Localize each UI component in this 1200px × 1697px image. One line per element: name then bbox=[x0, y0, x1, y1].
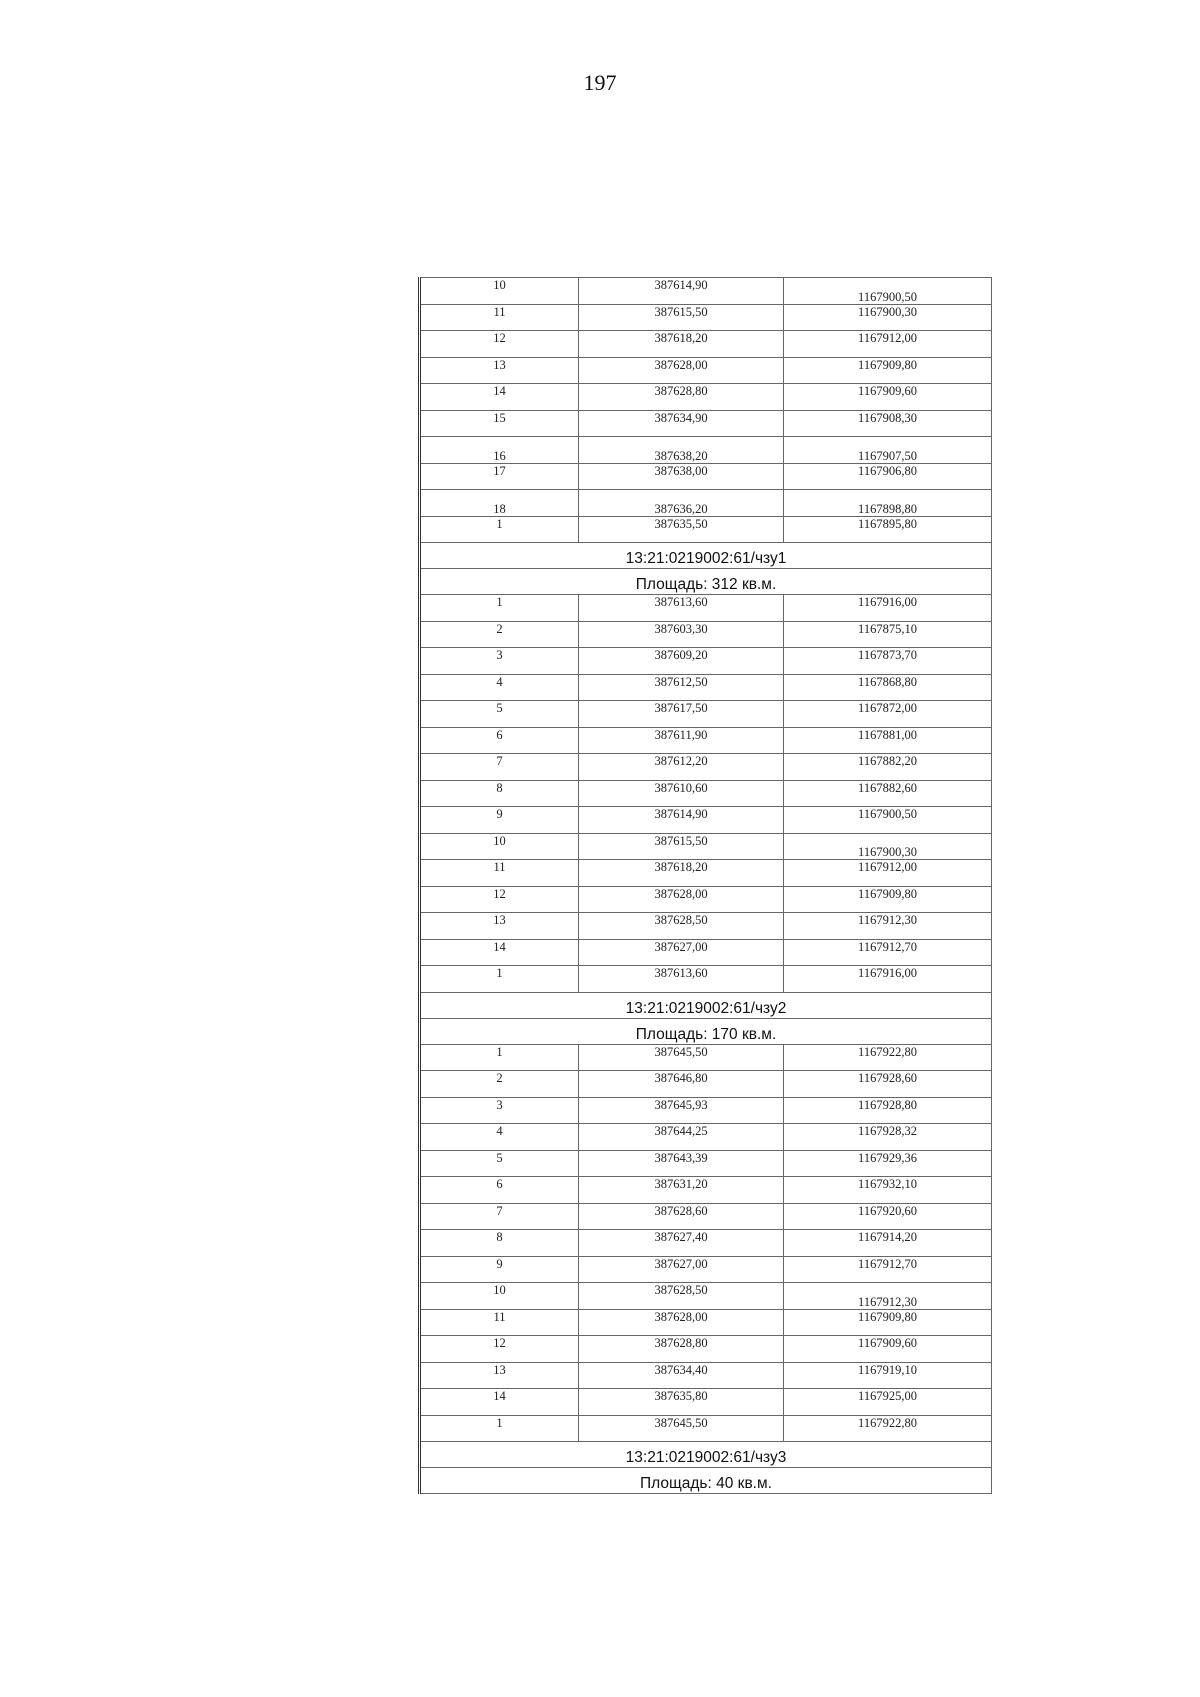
point-number: 16 bbox=[420, 437, 579, 464]
coord-y: 1167928,80 bbox=[784, 1097, 992, 1124]
coord-y: 1167920,60 bbox=[784, 1203, 992, 1230]
point-number: 6 bbox=[420, 727, 579, 754]
point-number: 1 bbox=[420, 1415, 579, 1442]
point-number: 8 bbox=[420, 1230, 579, 1257]
coord-y: 1167919,10 bbox=[784, 1362, 992, 1389]
table-row bbox=[420, 754, 992, 781]
coord-x: 387618,20 bbox=[579, 860, 784, 887]
coord-x: 387603,30 bbox=[579, 621, 784, 648]
table-row bbox=[420, 463, 992, 490]
coord-x: 387638,20 bbox=[579, 437, 784, 464]
coord-y: 1167922,80 bbox=[784, 1415, 992, 1442]
table-row bbox=[420, 860, 992, 887]
coord-x: 387628,50 bbox=[579, 913, 784, 940]
table-row bbox=[420, 516, 992, 543]
table-row bbox=[420, 1097, 992, 1124]
point-number: 6 bbox=[420, 1177, 579, 1204]
table-row bbox=[420, 1362, 992, 1389]
table-row bbox=[420, 886, 992, 913]
point-number: 9 bbox=[420, 807, 579, 834]
coord-x: 387627,00 bbox=[579, 939, 784, 966]
table-row bbox=[420, 807, 992, 834]
table-row bbox=[420, 1415, 992, 1442]
table-row bbox=[420, 648, 992, 675]
coord-y: 1167875,10 bbox=[784, 621, 992, 648]
table-row bbox=[420, 1150, 992, 1177]
coord-x: 387614,90 bbox=[579, 807, 784, 834]
coord-y: 1167895,80 bbox=[784, 516, 992, 543]
coord-x: 387628,50 bbox=[579, 1283, 784, 1310]
table-row bbox=[420, 304, 992, 331]
table-row bbox=[420, 1389, 992, 1416]
coord-y: 1167907,50 bbox=[784, 437, 992, 464]
table-row bbox=[420, 357, 992, 384]
coord-x: 387613,60 bbox=[579, 966, 784, 993]
point-number: 12 bbox=[420, 331, 579, 358]
coord-x: 387628,00 bbox=[579, 886, 784, 913]
coord-y: 1167916,00 bbox=[784, 595, 992, 622]
coord-x: 387635,50 bbox=[579, 516, 784, 543]
table-row bbox=[420, 1044, 992, 1071]
coord-y: 1167916,00 bbox=[784, 966, 992, 993]
cadastral-number-row bbox=[420, 543, 992, 569]
coord-x: 387628,60 bbox=[579, 1203, 784, 1230]
point-number: 1 bbox=[420, 516, 579, 543]
point-number: 14 bbox=[420, 384, 579, 411]
coord-x: 387635,80 bbox=[579, 1389, 784, 1416]
cadastral-number: 13:21:0219002:61/чзу3 bbox=[420, 1442, 992, 1468]
table-row bbox=[420, 410, 992, 437]
point-number: 12 bbox=[420, 1336, 579, 1363]
point-number: 1 bbox=[420, 595, 579, 622]
point-number: 5 bbox=[420, 701, 579, 728]
point-number: 7 bbox=[420, 754, 579, 781]
table-row bbox=[420, 701, 992, 728]
cadastral-number: 13:21:0219002:61/чзу2 bbox=[420, 992, 992, 1018]
coord-x: 387631,20 bbox=[579, 1177, 784, 1204]
coord-y: 1167909,60 bbox=[784, 384, 992, 411]
table-row bbox=[420, 1283, 992, 1310]
point-number: 18 bbox=[420, 490, 579, 517]
coord-y: 1167909,60 bbox=[784, 1336, 992, 1363]
coord-y: 1167928,60 bbox=[784, 1071, 992, 1098]
point-number: 3 bbox=[420, 1097, 579, 1124]
coord-y: 1167868,80 bbox=[784, 674, 992, 701]
table-row bbox=[420, 1177, 992, 1204]
table-row bbox=[420, 1203, 992, 1230]
plot-area: Площадь: 312 кв.м. bbox=[420, 569, 992, 595]
point-number: 8 bbox=[420, 780, 579, 807]
table-row bbox=[420, 278, 992, 305]
coord-y: 1167912,00 bbox=[784, 331, 992, 358]
coord-x: 387645,50 bbox=[579, 1415, 784, 1442]
point-number: 9 bbox=[420, 1256, 579, 1283]
table-row bbox=[420, 966, 992, 993]
table-row bbox=[420, 913, 992, 940]
coord-y: 1167900,50 bbox=[784, 807, 992, 834]
coord-x: 387617,50 bbox=[579, 701, 784, 728]
point-number: 15 bbox=[420, 410, 579, 437]
cadastral-number-row bbox=[420, 1442, 992, 1468]
coord-x: 387615,50 bbox=[579, 833, 784, 860]
coord-y: 1167898,80 bbox=[784, 490, 992, 517]
plot-area: Площадь: 40 кв.м. bbox=[420, 1468, 992, 1494]
point-number: 14 bbox=[420, 1389, 579, 1416]
coord-y: 1167912,70 bbox=[784, 939, 992, 966]
table-row bbox=[420, 780, 992, 807]
point-number: 2 bbox=[420, 621, 579, 648]
point-number: 5 bbox=[420, 1150, 579, 1177]
coord-x: 387612,50 bbox=[579, 674, 784, 701]
coord-x: 387638,00 bbox=[579, 463, 784, 490]
cadastral-number-row bbox=[420, 992, 992, 1018]
coord-y: 1167929,36 bbox=[784, 1150, 992, 1177]
plot-area: Площадь: 170 кв.м. bbox=[420, 1018, 992, 1044]
coord-y: 1167909,80 bbox=[784, 886, 992, 913]
coord-x: 387634,40 bbox=[579, 1362, 784, 1389]
coord-x: 387646,80 bbox=[579, 1071, 784, 1098]
point-number: 17 bbox=[420, 463, 579, 490]
coord-y: 1167914,20 bbox=[784, 1230, 992, 1257]
coord-x: 387628,80 bbox=[579, 384, 784, 411]
point-number: 10 bbox=[420, 833, 579, 860]
point-number: 1 bbox=[420, 1044, 579, 1071]
coord-y: 1167909,80 bbox=[784, 357, 992, 384]
coord-y: 1167882,20 bbox=[784, 754, 992, 781]
coord-x: 387611,90 bbox=[579, 727, 784, 754]
point-number: 3 bbox=[420, 648, 579, 675]
table-row bbox=[420, 1071, 992, 1098]
coord-x: 387627,00 bbox=[579, 1256, 784, 1283]
point-number: 12 bbox=[420, 886, 579, 913]
coord-y: 1167909,80 bbox=[784, 1309, 992, 1336]
coord-x: 387634,90 bbox=[579, 410, 784, 437]
area-row bbox=[420, 1468, 992, 1494]
coord-y: 1167873,70 bbox=[784, 648, 992, 675]
coord-x: 387644,25 bbox=[579, 1124, 784, 1151]
point-number: 10 bbox=[420, 1283, 579, 1310]
coord-y: 1167906,80 bbox=[784, 463, 992, 490]
point-number: 11 bbox=[420, 304, 579, 331]
point-number: 1 bbox=[420, 966, 579, 993]
table-row bbox=[420, 674, 992, 701]
area-row bbox=[420, 569, 992, 595]
table-row bbox=[420, 437, 992, 464]
coord-y: 1167908,30 bbox=[784, 410, 992, 437]
point-number: 10 bbox=[420, 278, 579, 305]
coord-y: 1167922,80 bbox=[784, 1044, 992, 1071]
point-number: 13 bbox=[420, 913, 579, 940]
coord-y: 1167912,00 bbox=[784, 860, 992, 887]
coord-x: 387643,39 bbox=[579, 1150, 784, 1177]
point-number: 11 bbox=[420, 860, 579, 887]
coord-x: 387610,60 bbox=[579, 780, 784, 807]
coord-x: 387615,50 bbox=[579, 304, 784, 331]
area-row bbox=[420, 1018, 992, 1044]
table-row bbox=[420, 331, 992, 358]
point-number: 14 bbox=[420, 939, 579, 966]
coord-x: 387628,80 bbox=[579, 1336, 784, 1363]
point-number: 13 bbox=[420, 357, 579, 384]
coord-x: 387628,00 bbox=[579, 357, 784, 384]
coord-y: 1167925,00 bbox=[784, 1389, 992, 1416]
point-number: 4 bbox=[420, 1124, 579, 1151]
coord-x: 387636,20 bbox=[579, 490, 784, 517]
coord-x: 387613,60 bbox=[579, 595, 784, 622]
coord-x: 387627,40 bbox=[579, 1230, 784, 1257]
coord-x: 387614,90 bbox=[579, 278, 784, 305]
coord-y: 1167912,30 bbox=[784, 1283, 992, 1310]
point-number: 4 bbox=[420, 674, 579, 701]
table-row bbox=[420, 1230, 992, 1257]
coord-y: 1167912,70 bbox=[784, 1256, 992, 1283]
coord-y: 1167881,00 bbox=[784, 727, 992, 754]
cadastral-number: 13:21:0219002:61/чзу1 bbox=[420, 543, 992, 569]
coord-y: 1167900,30 bbox=[784, 833, 992, 860]
coord-x: 387612,20 bbox=[579, 754, 784, 781]
table-row bbox=[420, 1256, 992, 1283]
coord-y: 1167882,60 bbox=[784, 780, 992, 807]
coord-y: 1167912,30 bbox=[784, 913, 992, 940]
coord-x: 387645,93 bbox=[579, 1097, 784, 1124]
table-row bbox=[420, 621, 992, 648]
coordinates-table bbox=[418, 277, 992, 1494]
coord-y: 1167928,32 bbox=[784, 1124, 992, 1151]
point-number: 2 bbox=[420, 1071, 579, 1098]
coord-y: 1167900,50 bbox=[784, 278, 992, 305]
table-row bbox=[420, 1309, 992, 1336]
point-number: 13 bbox=[420, 1362, 579, 1389]
table-row bbox=[420, 1124, 992, 1151]
table-row bbox=[420, 727, 992, 754]
page-number: 197 bbox=[583, 70, 617, 95]
coord-y: 1167900,30 bbox=[784, 304, 992, 331]
table-row bbox=[420, 833, 992, 860]
coord-x: 387628,00 bbox=[579, 1309, 784, 1336]
coord-x: 387645,50 bbox=[579, 1044, 784, 1071]
table-row bbox=[420, 1336, 992, 1363]
coord-y: 1167932,10 bbox=[784, 1177, 992, 1204]
point-number: 11 bbox=[420, 1309, 579, 1336]
coord-x: 387609,20 bbox=[579, 648, 784, 675]
point-number: 7 bbox=[420, 1203, 579, 1230]
table-row bbox=[420, 490, 992, 517]
coord-x: 387618,20 bbox=[579, 331, 784, 358]
table-row bbox=[420, 939, 992, 966]
table-row bbox=[420, 384, 992, 411]
coord-y: 1167872,00 bbox=[784, 701, 992, 728]
table-row bbox=[420, 595, 992, 622]
